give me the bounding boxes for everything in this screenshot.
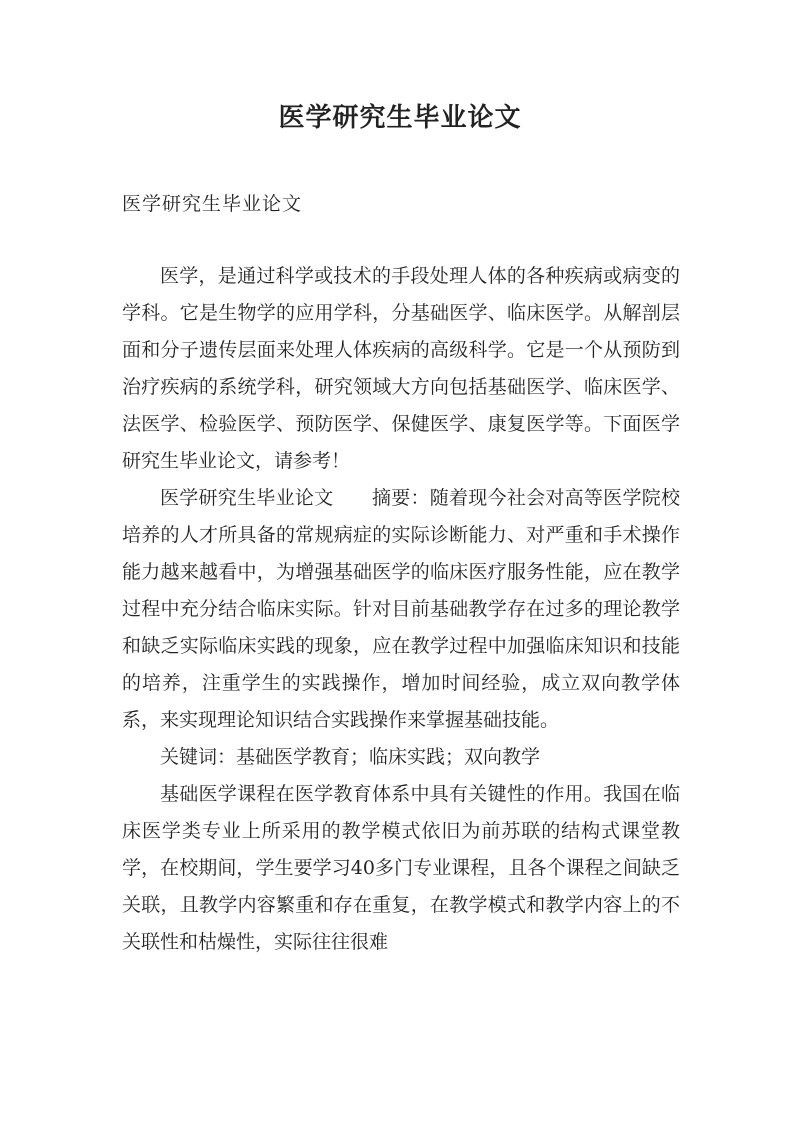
document-body xyxy=(122,258,680,961)
document-title: 医学研究生毕业论文 xyxy=(278,103,522,133)
document-subtitle: 医学研究生毕业论文 xyxy=(122,193,303,215)
paragraph-abstract: 医学研究生毕业论文 摘要：随着现今社会对高等医学院校培养的人才所具备的常规病症的实际诊断能力、对严重和手术操作能力越来越看中，为增强基础医学的临床医疗服务性能，应在教学过程中充分结合临床实际。针对目前基础教学存在过多的理论教学和缺乏实际临床实践的现象，应在教学过程中加强临床知识和技能的培养，注重学生的实践操作，增加时间经验，成立双向教学体系，来实现理论知识结合实践操作来掌握基础技能。 xyxy=(122,487,680,731)
paragraph-keywords: 关键词：基础医学教育；临床实践；双向教学 xyxy=(160,746,541,768)
paragraph-intro: 医学，是通过科学或技术的手段处理人体的各种疾病或病变的学科。它是生物学的应用学科，分基础医学、临床医学。从解剖层面和分子遗传层面来处理人体疾病的高级科学。它是一个从预防到治疗疾病的系统学科，研究领域大方向包括基础医学、临床医学、法医学、检验医学、预防医学、保健医学、康复医学等。下面医学研究生毕业论文，请参考！ xyxy=(122,265,680,472)
paragraph-body: 基础医学课程在医学教育体系中具有关键性的作用。我国在临床医学类专业上所采用的教学模式依旧为前苏联的结构式课堂教学，在校期间，学生要学习40多门专业课程，且各个课程之间缺乏关联，且教学内容繁重和存在重复，在教学模式和教学内容上的不关联性和枯燥性，实际往往很难 xyxy=(122,783,680,953)
